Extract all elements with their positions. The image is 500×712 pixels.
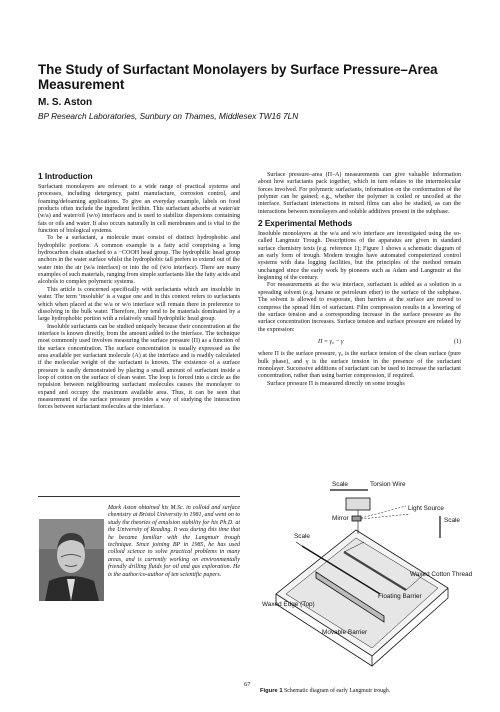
paragraph: Insoluble surfactants can be studied uniquely because their concentration at the interface is known directly, from the amount added to the interface. The technique most commonly used involves measuring the surface pressure (Π) as a function of the surface concentration. The surface concentration is usually expressed as the area available per surfactant molecule (A) at the interface and is readily calculated if the molecular weight of the surfactant is known. The existence of a surface pressure is easily demonstrated by placing a small amount of surfactant inside a loop of cotton on the surface of clean water. The loop is forced into a circle as the repulsion between neighbouring surfactant molecules causes the monolayer to expand and occupy the maximum available area. Thus, it can be seen that measurement of the surface pressure provides a way of studying the interaction forces between surfactant molecules at the interface. [38, 323, 240, 411]
caption-text: Schematic diagram of early Langmuir trough. [284, 688, 391, 694]
label-waxed-edge: Waxed Edge (Top) [262, 601, 315, 608]
paragraph: where Π is the surface pressure, γ₀ is the surface tension of the clean surface (pure bulk phase), and γ is the surface tension in the presence of the surfactant monolayer. Successive additions of surfactant can be used to increase the surfactant concentration, rather than using barrier compression, if required. [258, 351, 461, 380]
author-affiliation: BP Research Laboratories, Sunbury on Thames, Middlesex TW16 7LN [38, 111, 299, 121]
label-light-source: Light Source [408, 505, 444, 512]
label-movable-barrier: Movable Barrier [322, 629, 368, 636]
paragraph: This article is concerned specifically with surfactants which are insoluble in water. The term ‘insoluble’ is a vague one and in this context refers to surfactants which when placed at the w/a or w/o interface will remain there in preference to dissolving in the bulk water. Therefore, they tend to be materials dominated by a large hydrophobic portion with a relatively small hydrophilic head group. [38, 286, 240, 323]
biography-divider [38, 496, 240, 497]
paragraph: Surfactant monolayers are relevant to a wide range of practical systems and processes, including detergency, paint manufacture, corrosion control, and foaming/defoaming applications. To give an everyday example, labels on food products often include the ingredient lecithin. This surfactant adsorbs at water/air (w/a) and water/oil (w/o) interfaces and is used to stabilize dispersions containing fats or oils and water. It also occurs naturally in cell membranes and is vital to the function of biological systems. [38, 184, 240, 235]
paragraph: Surface pressure Π is measured directly on some troughs [267, 380, 405, 387]
langmuir-trough-figure [260, 476, 473, 676]
equation-text: Π = γ₀ − γ [318, 338, 344, 345]
label-waxed-cotton-thread: Waxed Cotton Thread [410, 571, 473, 578]
section-heading-experimental-methods: 2 Experimental Methods [258, 219, 353, 229]
label-mirror: Mirror [332, 515, 349, 522]
label-scale-right: Scale [444, 517, 460, 524]
right-column [258, 172, 461, 388]
paragraph: To be a surfactant, a molecule must consist of distinct hydrophobic and hydrophilic portions. A common example is a fatty acid comprising a long hydrocarbon chain attached to a −COOH head group. The hydrophilic head group anchors in the water surface whilst the hydrophobic tail prefers to extend out of the water into the air (w/a interface) or into the oil (w/o interface). There are many examples of such materials, ranging from simple surfactants like the fatty acids and alcohols to complex polymeric systems. [38, 235, 241, 286]
section-heading-introduction: 1 Introduction [38, 172, 93, 181]
caption-label: Figure 1 [260, 688, 283, 694]
page-number: 67 [244, 681, 251, 688]
figure-caption [260, 688, 390, 694]
biography-text: Mark Aston obtained his M.Sc. in colloid and surface chemistry at Bristol University in 1981, and went on to study the theories of emulsion stability for his Ph.D. at the University of Reading. It was during this time that he became familiar with the Langmuir trough technique. Since joining BP in 1985, he has used colloid science to solve practical problems in many areas, and is currently working on environmentally friendly drilling fluids for oil and gas exploration. He is the author/co-author of ten scientific papers. [108, 505, 240, 578]
equation-1 [258, 339, 461, 346]
author-photo [39, 519, 104, 601]
article-title: The Study of Surfactant Monolayers by Surface Pressure–Area Measurement [38, 62, 438, 92]
paragraph: Surface pressure–area (Π–A) measurements can give valuable information about how surfactants pack together, which in turn relates to the intermolecular forces involved. For polymeric surfactants, information on the conformation of the polymer can be gained; e.g., whether the polymer is coiled or uncoiled at the interface. Surfactant interactions in mixed films can also be studied, as can the interactions between monolayers and soluble additives present in the subphase. [258, 172, 461, 215]
label-scale-left: Scale [294, 533, 310, 540]
label-torsion-wire: Torsion Wire [370, 481, 406, 488]
label-scale-top: Scale [332, 481, 348, 488]
label-floating-barrier: Floating Barrier [378, 593, 422, 600]
paragraph: For measurements at the w/a interface, surfactant is added as a solution in a spreading solvent (e.g. hexane or petroleum ether) to the surface of the subphase. The solvent is allowed to evaporate, then barriers at the surface are moved to compress the spread film of surfactant. Film compression results in a lowering of the surface tension and a corresponding increase in the surface pressure as the surface concentration increases. Surface tension and surface pressure are related by the expression: [258, 282, 461, 333]
equation-number: (1) [453, 338, 461, 345]
left-column [38, 172, 240, 412]
author-name: M. S. Aston [38, 97, 93, 108]
paragraph: Insoluble monolayers at the w/a and w/o interface are investigated using the so-called Langmuir Trough. Descriptions of the apparatus are given in standard surface chemistry texts (e.g. reference 1); Figure 1 shows a schematic diagram of an early form of trough. Modern troughs have automated computerized control systems with data logging facilities, but the principles of the method remain unchanged since the early work by pioneers such as Adam and Langmuir at the beginning of the century. [258, 231, 461, 282]
